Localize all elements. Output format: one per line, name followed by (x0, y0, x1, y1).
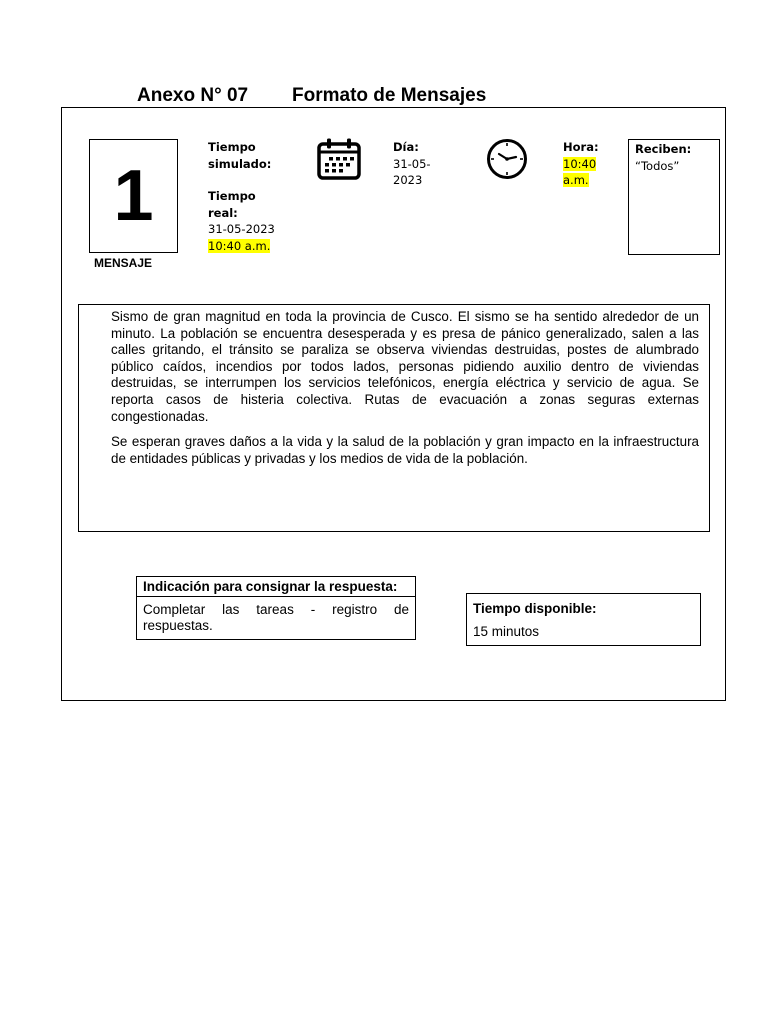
annex-number: Anexo N° 07 (137, 85, 249, 106)
clock-icon (486, 138, 528, 180)
hour-block: Hora: 10:40 a.m. (563, 140, 599, 187)
available-time-box (466, 593, 701, 646)
instructions-text: Completar las tareas - registro de respuestas. (143, 602, 409, 633)
simulated-time-label: Tiempo simulado: (208, 140, 272, 171)
available-time-title: Tiempo disponible: (473, 601, 597, 616)
instructions-title: Indicación para consignar la respuesta: (137, 577, 415, 597)
page-title: Formato de Mensajes (292, 85, 487, 106)
message-body (78, 304, 710, 532)
response-instructions-box (136, 576, 416, 640)
calendar-icon (317, 138, 361, 180)
recipients-box: Reciben: “Todos” (628, 139, 720, 255)
real-time-date: 31-05-2023 (208, 222, 275, 236)
day-value: 31-05- (393, 156, 431, 171)
message-paragraph-1: Sismo de gran magnitud en toda la provincia de Cusco. El sismo se ha sentido alrededor de un minuto. La población se encuentra desesperada y es presa de pánico generalizado, salen a las calles gritando, el tránsito se paraliza se observa viviendas destruidas, postes de alumbrado público caídos, incendios por todos lados, personas pidiendo auxilio dentro de viviendas destruidas, se interrumpen los servicios telefónicos, energía eléctrica y servicio de agua. Se reporta casos de histeria colectiva. Rutas de evacuación a zonas seguras externas congestionadas. (111, 309, 699, 424)
real-time-block: Tiempo real: 31-05-2023 10:40 a.m. (208, 189, 275, 253)
day-block: Día: 31-05- 2023 (393, 140, 431, 187)
available-time-value: 15 minutos (473, 624, 540, 639)
hour-value: 10:40 (563, 156, 597, 171)
message-paragraph-2: Se esperan graves daños a la vida y la salud de la población y gran impacto en la infraestructura de entidades públicas y privadas y los medios de vida de la población. (111, 434, 699, 466)
recipients-value: “Todos” (635, 158, 680, 173)
message-label: MENSAJE (94, 256, 153, 270)
real-time-hour: 10:40 a.m. (208, 238, 271, 253)
message-number: 1 (89, 139, 178, 253)
